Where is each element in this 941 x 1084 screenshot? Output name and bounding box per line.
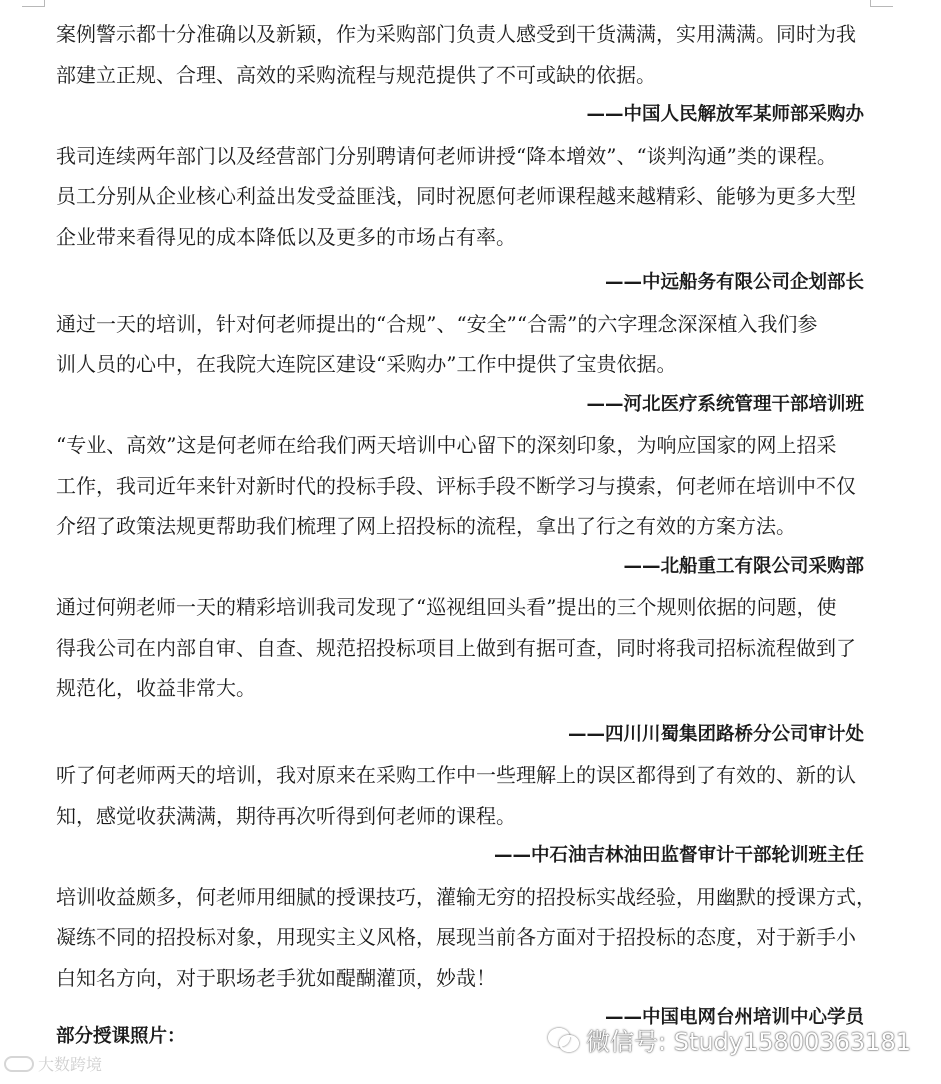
- testimonial-paragraph: [56, 755, 878, 836]
- paragraph-line: 员工分别从企业核心利益出发受益匪浅，同时祝愿何老师课程越来越精彩、能够为更多大型: [56, 184, 856, 208]
- testimonial-attribution: ——北船重工有限公司采购部: [623, 555, 864, 577]
- paragraph-line: 凝练不同的招投标对象，用现实主义风格，展现当前各方面对于招投标的态度，对于新手小: [56, 925, 856, 949]
- testimonial-paragraph: [56, 304, 878, 385]
- testimonial-paragraph: [56, 425, 878, 547]
- testimonial-paragraph: [56, 587, 878, 709]
- testimonial-attribution: ——中国人民解放军某师部采购办: [586, 104, 864, 125]
- paragraph-line: 我司连续两年部门以及经营部门分别聘请何老师讲授“降本增效”、“谈判沟通”类的课程。: [56, 143, 837, 168]
- paragraph-line: 介绍了政策法规更帮助我们梳理了网上招投标的流程，拿出了行之有效的方案方法。: [56, 514, 796, 538]
- brand-logo-icon: [4, 1056, 34, 1072]
- wechat-watermark: [548, 1022, 911, 1057]
- paragraph-line: 培训收益颇多，何老师用细腻的授课技巧，灌输无穷的招投标实战经验，用幽默的授课方式，: [56, 884, 876, 909]
- paragraph-line: 案例警示都十分准确以及新颖，作为采购部门负责人感受到干货满满，实用满满。同时为我: [56, 22, 856, 46]
- paragraph-line: “专业、高效”这是何老师在给我们两天培训中心留下的深刻印象，为响应国家的网上招采: [56, 433, 837, 457]
- paragraph-line: 规范化，收益非常大。: [56, 676, 256, 700]
- wechat-id-text: 微信号: Study15800363181: [586, 1028, 911, 1056]
- watermark-left-text: 大数跨境: [38, 1055, 103, 1074]
- testimonial-attribution: ——中国电网台州培训中心学员: [604, 1007, 864, 1028]
- paragraph-line: 白知名方向，对于职场老手犹如醍醐灌顶，妙哉！: [56, 965, 496, 990]
- testimonial-attribution: ——中石油吉林油田监督审计干部轮训班主任: [493, 845, 864, 866]
- watermark-left: [4, 1052, 102, 1075]
- wechat-icon: [548, 1027, 578, 1053]
- crop-mark-right: [870, 0, 893, 7]
- testimonial-attribution: ——四川川蜀集团路桥分公司审计处: [567, 723, 864, 745]
- paragraph-line: 得我公司在内部自审、自查、规范招投标项目上做到有据可查，同时将我司招标流程做到了: [56, 635, 856, 660]
- paragraph-line: 通过何朔老师一天的精彩培训我司发现了“巡视组回头看”提出的三个规则依据的问题，使: [56, 595, 837, 619]
- paragraph-line: 知，感觉收获满满，期待再次听得到何老师的课程。: [56, 803, 516, 828]
- paragraph-line: 部建立正规、合理、高效的采购流程与规范提供了不可或缺的依据。: [56, 62, 656, 87]
- paragraph-line: 工作，我司近年来针对新时代的投标手段、评标手段不断学习与摸索，何老师在培训中不仅: [56, 473, 856, 498]
- testimonial-paragraph: [56, 136, 878, 258]
- crop-mark-left: [22, 0, 45, 7]
- testimonial-paragraph: [56, 877, 878, 999]
- photos-section-title: 部分授课照片：: [56, 1026, 186, 1047]
- testimonial-attribution: ——河北医疗系统管理干部培训班: [586, 393, 864, 415]
- paragraph-line: 训人员的心中，在我院大连院区建设“采购办”工作中提供了宝贵依据。: [56, 352, 677, 376]
- paragraph-line: 听了何老师两天的培训，我对原来在采购工作中一些理解上的误区都得到了有效的、新的认: [56, 763, 856, 787]
- testimonial-attribution: ——中远船务有限公司企划部长: [604, 272, 864, 293]
- paragraph-line: 通过一天的培训，针对何老师提出的“合规”、“安全”“合需”的六字理念深深植入我们参: [56, 311, 818, 336]
- testimonials-body: [56, 14, 878, 1039]
- paragraph-line: 企业带来看得见的成本降低以及更多的市场占有率。: [56, 224, 516, 249]
- testimonial-paragraph: [56, 14, 878, 95]
